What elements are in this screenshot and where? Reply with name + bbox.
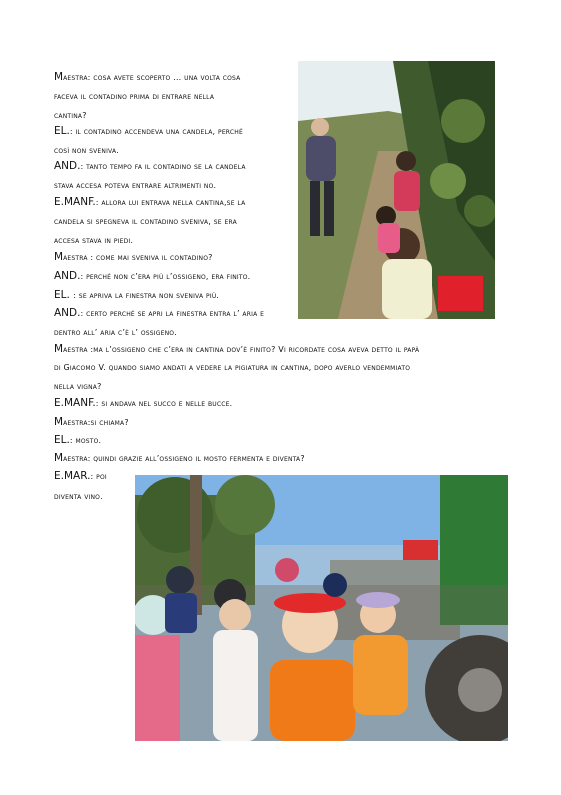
dialogue-text-content: aestra: quindi grazie all’ossigeno il mosto fermenta e diventa? (63, 454, 305, 463)
dialogue-text-content: aestra : come mai sveniva il contadino? (63, 253, 213, 262)
speaker-label: E.MAR. (54, 470, 91, 482)
vineyard-photo-image (298, 61, 495, 319)
dialogue-text-content: così non sveniva. (54, 146, 120, 155)
speaker-label: M (54, 452, 64, 464)
dialogue-text-content: candela si spegneva il contadino sveniva, se era (54, 217, 237, 226)
dialogue-text-content: diventa vino. (54, 492, 103, 501)
dialogue-line (54, 453, 305, 464)
dialogue-line (54, 344, 419, 355)
dialogue-line (54, 197, 245, 208)
speaker-label: M (54, 71, 64, 83)
dialogue-line (54, 91, 214, 102)
speaker-label: EL. (54, 434, 70, 446)
dialogue-text-content: : certo perché se apri la finestra entra l’ aria e (80, 309, 265, 318)
speaker-label: M (54, 251, 64, 263)
dialogue-line (54, 161, 246, 172)
dialogue-line (54, 398, 232, 409)
speaker-label: E.MANF. (54, 196, 96, 208)
dialogue-line (54, 252, 213, 263)
dialogue-line (54, 290, 219, 301)
dialogue-text-content: : si andava nel succo e nelle bucce. (95, 399, 233, 408)
dialogue-text-content: di Giacomo V. quando siamo andati a vedere la pigiatura in cantina, dopo averlo vendemmiato (54, 363, 411, 372)
dialogue-line (54, 435, 101, 446)
dialogue-text-content: : perché non c’era più l’ossigeno, era finito. (80, 272, 251, 281)
speaker-label: M (54, 343, 64, 355)
dialogue-text-content: : poi (90, 472, 107, 481)
dialogue-line (54, 381, 102, 392)
dialogue-text-content: : se apriva la finestra non sveniva più. (73, 291, 220, 300)
dialogue-line (54, 362, 410, 373)
dialogue-text-content: aestra :ma l’ossigeno che c’era in cantina dov’è finito? Vi ricordate cosa aveva detto il papà (63, 345, 420, 354)
dialogue-line (54, 327, 177, 338)
speaker-label: E.MANF. (54, 397, 96, 409)
speaker-label: EL. (54, 125, 70, 137)
dialogue-text-content: accesa stava in piedi. (54, 236, 134, 245)
dialogue-text-content: : il contadino accendeva una candela, perché (69, 127, 243, 136)
dialogue-text-content: faceva il contadino prima di entrare nella (54, 92, 215, 101)
speaker-label: AND. (54, 307, 81, 319)
dialogue-line (54, 110, 87, 121)
speaker-label: AND. (54, 160, 81, 172)
dialogue-line (54, 126, 243, 137)
dialogue-text-content: cantina? (54, 111, 87, 120)
dialogue-line (54, 180, 216, 191)
photo-vineyard (298, 61, 495, 319)
dialogue-line (54, 145, 119, 156)
dialogue-text-content: aestra:si chiama? (63, 418, 129, 427)
dialogue-text-content: : allora lui entrava nella cantina,se la (95, 198, 246, 207)
dialogue-line (54, 235, 133, 246)
dialogue-line (54, 216, 237, 227)
dialogue-line (54, 271, 250, 282)
speaker-label: M (54, 416, 64, 428)
dialogue-line (54, 471, 107, 482)
photo-children (135, 475, 508, 741)
dialogue-text-content: : tanto tempo fa il contadino se la candela (80, 162, 246, 171)
dialogue-line (54, 308, 264, 319)
dialogue-line (54, 72, 240, 83)
dialogue-line (54, 417, 129, 428)
dialogue-text-content: : mosto. (69, 436, 102, 445)
speaker-label: EL. (54, 289, 74, 301)
children-photo-image (135, 475, 508, 741)
dialogue-text-content: nella vigna? (54, 382, 102, 391)
dialogue-text-content: stava accesa poteva entrare altrimenti no. (54, 181, 217, 190)
dialogue-text-content: dentro all’ aria c’è l’ ossigeno. (54, 328, 177, 337)
dialogue-text-content: aestra: cosa avete scoperto … una volta cosa (63, 73, 241, 82)
dialogue-line (54, 491, 103, 502)
speaker-label: AND. (54, 270, 81, 282)
